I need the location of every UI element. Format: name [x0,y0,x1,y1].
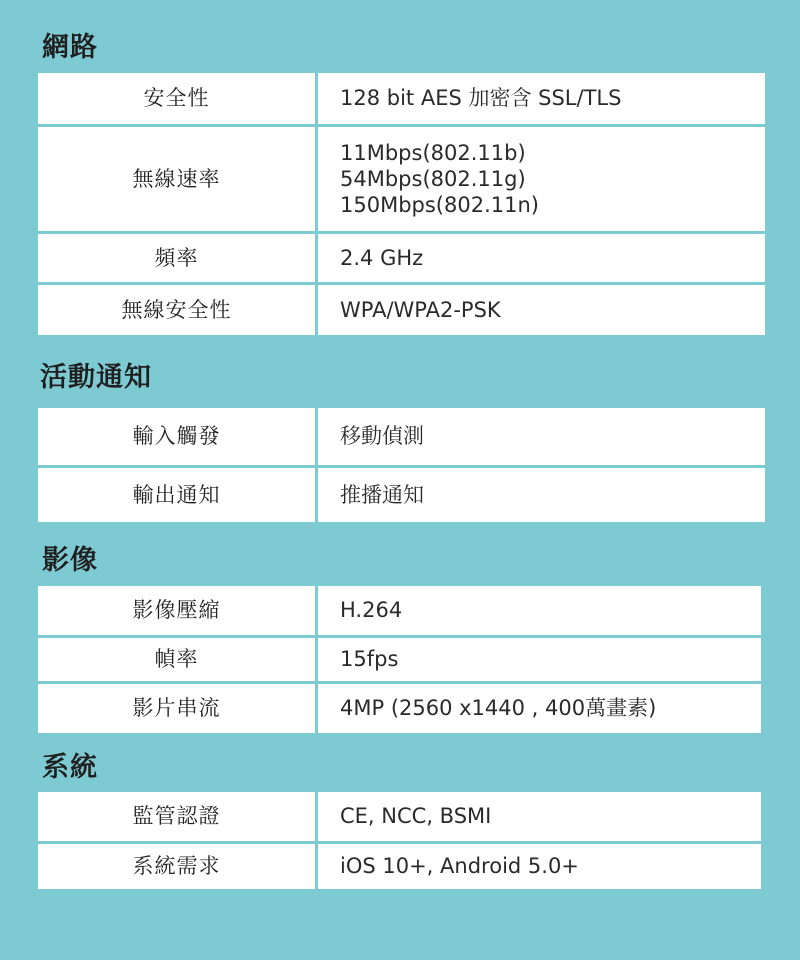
spec-label: 輸出通知 [38,468,315,522]
spec-value: WPA/WPA2-PSK [318,285,765,335]
table-row [38,408,765,465]
table-row [38,684,761,733]
table-row [38,234,765,282]
spec-value: 11Mbps(802.11b) 54Mbps(802.11g) 150Mbps(802.11n) [318,127,765,231]
spec-table-video [38,586,761,733]
table-row [38,792,761,841]
spec-label: 幀率 [38,638,315,681]
table-row [38,468,765,522]
spec-value: 移動偵測 [318,408,765,465]
spec-table-system [38,792,761,889]
section-title-system: 系統 [42,752,98,783]
section-title-video: 影像 [42,545,98,576]
spec-label: 影片串流 [38,684,315,733]
spec-value: iOS 10+, Android 5.0+ [318,844,761,889]
spec-label: 系統需求 [38,844,315,889]
spec-label: 無線速率 [38,127,315,231]
section-title-network: 網路 [42,32,98,63]
table-row [38,127,765,231]
table-row [38,73,765,124]
table-row [38,285,765,335]
table-row [38,638,761,681]
table-row [38,586,761,635]
spec-value: CE, NCC, BSMI [318,792,761,841]
spec-label: 輸入觸發 [38,408,315,465]
spec-table-network [38,73,765,335]
spec-label: 影像壓縮 [38,586,315,635]
spec-label: 無線安全性 [38,285,315,335]
spec-table-notification [38,408,765,522]
spec-value: 2.4 GHz [318,234,765,282]
spec-value: 15fps [318,638,761,681]
spec-label: 安全性 [38,73,315,124]
spec-label: 監管認證 [38,792,315,841]
spec-value: 推播通知 [318,468,765,522]
section-title-notification: 活動通知 [40,362,152,393]
spec-value: 4MP (2560 x1440 , 400萬畫素) [318,684,761,733]
table-row [38,844,761,889]
spec-label: 頻率 [38,234,315,282]
spec-value: H.264 [318,586,761,635]
spec-value: 128 bit AES 加密含 SSL/TLS [318,73,765,124]
